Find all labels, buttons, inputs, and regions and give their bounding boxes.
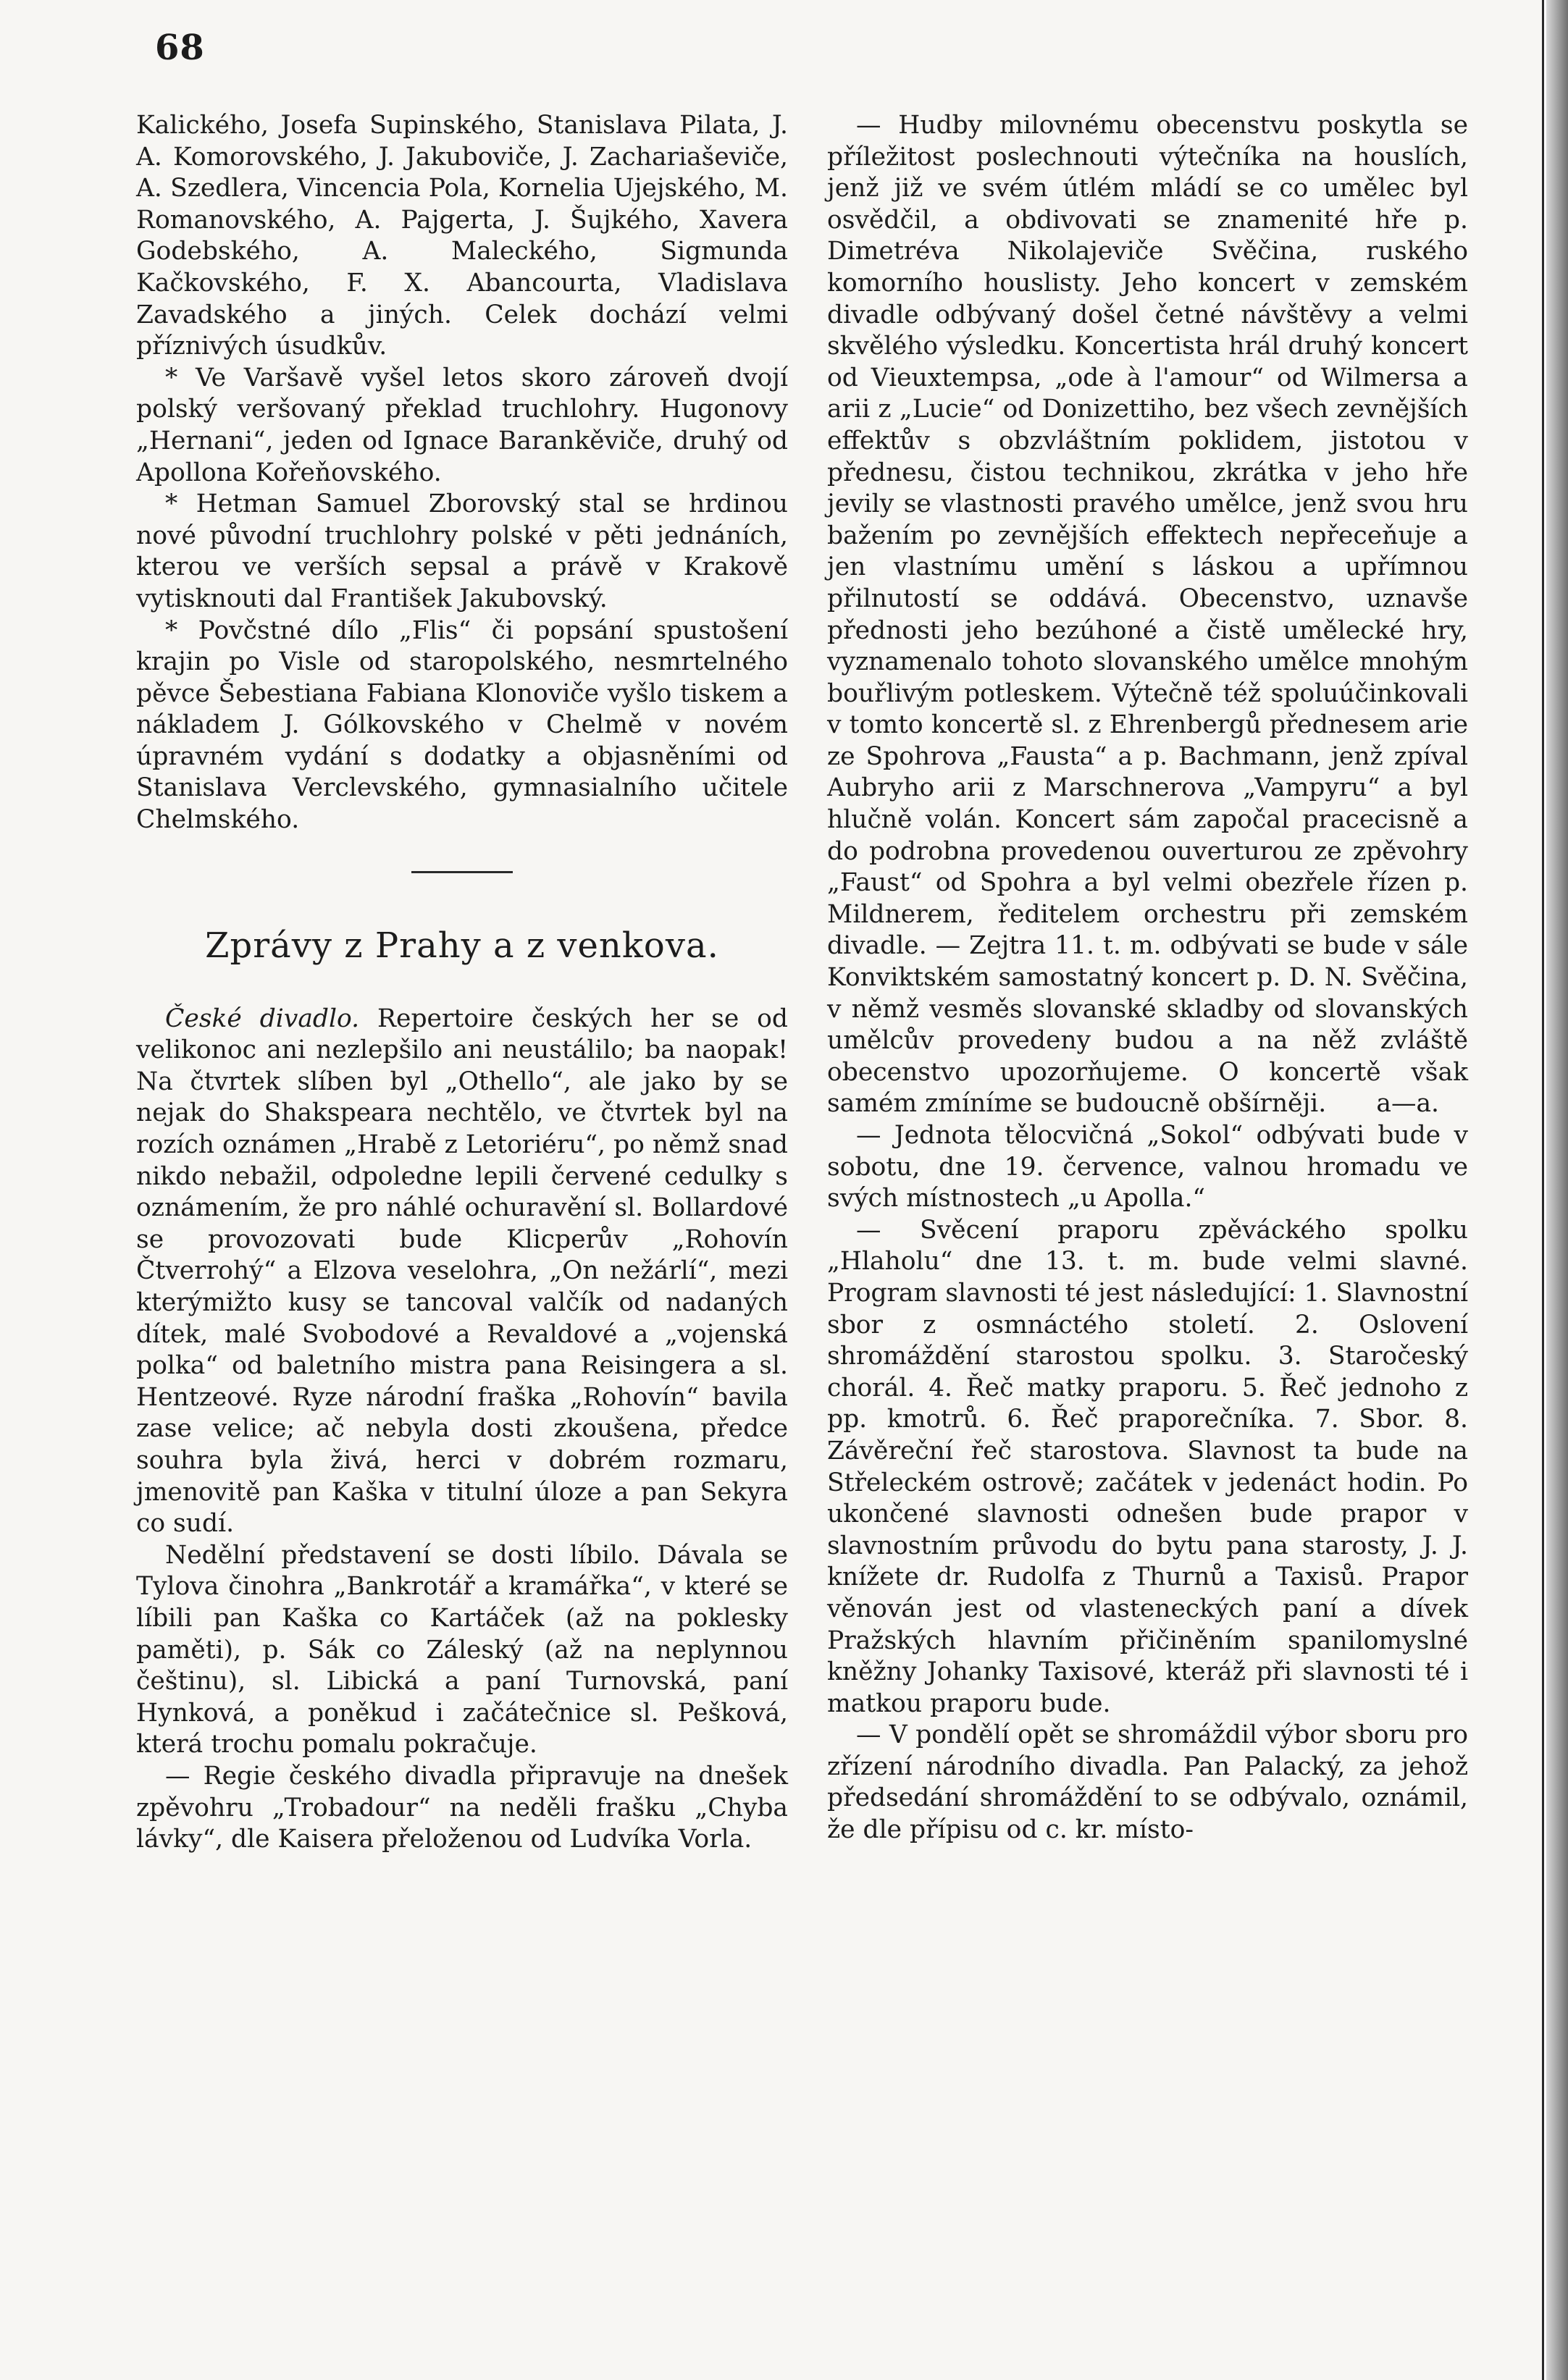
page-number: 68 [155,28,205,68]
page-edge-shadow [1546,0,1568,2380]
concert-paragraph: — Hudby milovnému obecenstvu poskytla se příležitost poslechnouti výtečníka na houslích, jenž již ve svém útlém mládí se co umělec byl osvědčil, a obdivovati se znamenité hře p. Dimetréva Nikolajeviče Svěčina, ruského komorního houslisty. Jeho koncert v zemském divadle odbývaný došel četné návštěvy a velmi skvělého výsledku. Koncertista hrál druhý koncert od Vieuxtempsa, „ode à l'amour“ od Wilmersa a arii z „Lucie“ od Donizettiho, bez všech zevnějších effektův s obzvláštním poklidem, jistotou v přednesu, čistou technikou, zkrátka v jeho hře jevily se vlastnosti pravého umělce, jenž svou hru bažením po zevnějších effektech nepřeceňuje a jen vlastnímu umění s láskou a upřímnou přilnutostí se oddává. Obecenstvo, uznavše přednosti jeho bezúhoné a čistě umělecké hry, vyznamenalo tohoto slovanského umělce mnohým bouřlivým potleskem. Výtečně též spoluúčinkovali v tomto koncertě sl. z Ehrenbergů přednesem arie ze Spohrova „Fausta“ a p. Bachmann, jenž zpíval Aubryho arii z Marschnerova „Vampyru“ a byl hlučně volán. Koncert sám započal pracecisně a do podrobna provedenou ouverturou ze zpěvohry „Faust“ od Spohra a byl velmi obezřele řízen p. Mildnerem, ředitelem orchestru při zemském divadle. — Zejtra 11. t. m. odbývati se bude v sále Konviktském samostatný koncert p. D. N. Svěčina, v němž vesměs slovanské skladby od slovanských umělcův provedeny budou a na něž zvláště obecenstvo upozorňujeme. O koncertě však samém zmíníme se budoucně obšírněji. [827,111,1468,1119]
theatre-text: Repertoire českých her se od velikonoc ani nezlepšilo ani neustálilo; ba naopak! Na čtvrtek slíben byl „Othello“, ale jako by se nejak do Shakspeara nechtělo, ve čtvrtek byl na rozích oznámen „Hrabě z Letoriéru“, po němž snad nikdo nebažil, odpoledne lepili červené cedulky s oznámením, že pro náhlé ochuravění sl. Bollardové se provozovati bude Klicperův „Rohovín Čtverrohý“ a Elzova veselohra, „On nežárlí“, mezi kterýmižto kusy se tancoval valčík od nadaných dítek, malé Svobodové a Revaldové a „vojenská polka“ od baletního mistra pana Reisingera a sl. Hentzeové. Ryze národní fraška „Rohovín“ bavila zase velice; ač nebyla dosti zkoušena, předce souhra byla živá, herci v dobrém rozmaru, jmenovitě pan Kaška v titulní úloze a pan Sekyra co sudí. [136,1004,788,1539]
section-title: Zprávy z Prahy a z venkova. [205,925,719,966]
theatre-label: České divadlo. [165,1004,360,1033]
theatre-paragraph-2: Nedělní představení se dosti líbilo. Dávala se Tylova činohra „Bankrotář a kramářka“, v které se líbili pan Kaška co Kartáček (až na poklesky paměti), p. Sák co Záleský (až na neplynnou češtinu), sl. Libická a paní Turnovská, paní Hynková, a poněkud i začátečnice sl. Pešková, která trochu pomalu pokračuje. [136,1540,788,1759]
notice-paragraph: * Povčstné dílo „Flis“ či popsání spustošení krajin po Visle od staropolského, nesmrtelného pěvce Šebestiana Fabiana Klonoviče vyšlo tiskem a nákladem J. Gólkovského v Chelmě v novém úpravném vydání s dodatky a objasněními od Stanislava Verclevského, gymnasialního učitele Chelmského. [136,615,788,835]
continuation-paragraph: Kalického, Josefa Supinského, Stanislava Pilata, J. A. Komorovského, J. Jakuboviče, J. Zachariaševiče, A. Szedlera, Vincencia Pola, Kornelia Ujejského, M. Romanovského, A. Pajgerta, J. Šujkého, Xavera Godebského, A. Maleckého, Sigmunda Kačkovského, F. X. Abancourta, Vladislava Zavadského a jiných. Celek dochází velmi příznivých úsudkův. [136,111,788,361]
section-divider [411,871,513,873]
author-signature: a—a. [1376,1089,1439,1119]
notice-paragraph: * Hetman Samuel Zborovský stal se hrdinou nové původní truchlohry polské v pěti jednáních, kterou ve verších sepsal a právě v Krakově vytisknouti dal František Jakubovský. [136,489,788,613]
notice-paragraph: * Ve Varšavě vyšel letos skoro zároveň dvojí polský veršovaný překlad truchlohry. Hugonovy „Hernani“, jeden od Ignace Barankěviče, druhý od Apollona Kořeňovského. [136,363,788,487]
theatre-paragraph [136,1004,788,1540]
right-column [827,110,1468,1846]
hlahol-paragraph: — Svěcení praporu zpěváckého spolku „Hlaholu“ dne 13. t. m. bude velmi slavné. Program slavnosti té jest následující: 1. Slavnostní sbor z osmnáctého století. 2. Oslovení shromáždění starostou spolku. 3. Staročeský chorál. 4. Řeč matky praporu. 5. Řeč jednoho z pp. kmotrů. 6. Řeč praporečníka. 7. Sbor. 8. Závěreční řeč starostova. Slavnost ta bude na Střeleckém ostrově; začátek v jedenáct hodin. Po ukončené slavnosti odnešen bude prapor v slavnostním průvodu do bytu pana starosty, J. J. knížete dr. Rudolfa z Thurnů a Taxisů. Prapor věnován jest od vlasteneckých paní a dívek Pražských hlavním přičiněním spanilomyslné kněžny Johanky Taxisové, kteráž při slavnosti té i matkou praporu bude. [827,1215,1468,1718]
sokol-paragraph: — Jednota tělocvičná „Sokol“ odbývati bude v sobotu, dne 19. července, valnou hromadu ve svých místnostech „u Apolla.“ [827,1121,1468,1214]
left-column [136,110,788,1856]
theatre-paragraph-3: — Regie českého divadla připravuje na dnešek zpěvohru „Trobadour“ na neděli frašku „Chyba lávky“, dle Kaisera přeloženou od Ludvíka Vorla. [136,1761,788,1854]
theatre-committee-paragraph: — V pondělí opět se shromáždil výbor sboru pro zřízení národního divadla. Pan Palacký, za jehož předsedání shromáždění to se odbývalo, oznámil, že dle přípisu od c. kr. místo- [827,1720,1468,1845]
